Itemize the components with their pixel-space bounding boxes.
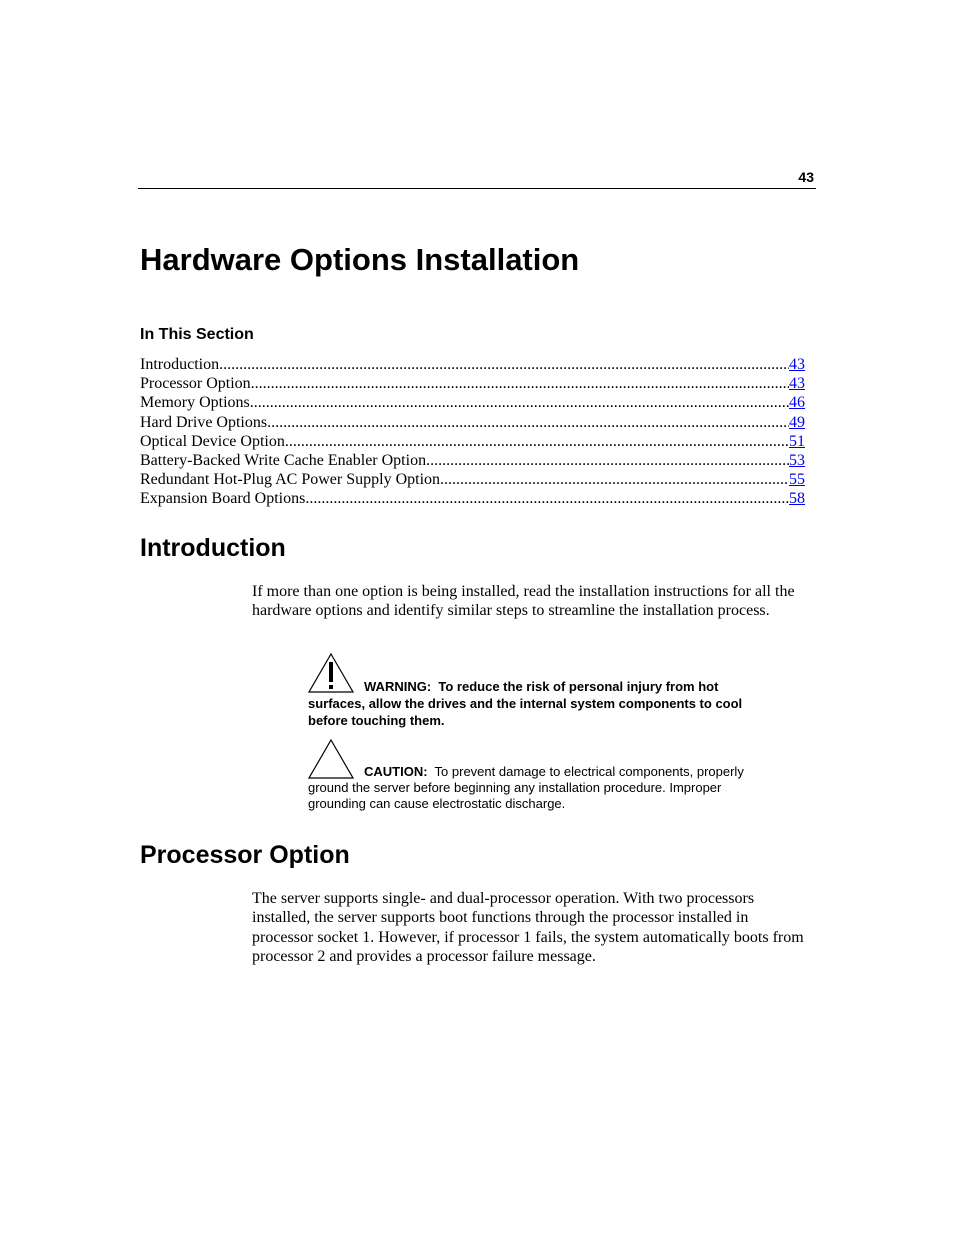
processor-option-heading: Processor Option — [140, 841, 350, 869]
table-of-contents — [140, 355, 805, 509]
caution-label: CAUTION: — [364, 764, 428, 779]
toc-page-link[interactable]: 43 — [789, 375, 805, 393]
toc-leader-dots — [440, 470, 789, 489]
toc-entry[interactable] — [140, 413, 805, 432]
toc-page-link[interactable]: 43 — [789, 356, 805, 373]
toc-entry[interactable] — [140, 470, 805, 489]
page-number: 43 — [798, 169, 814, 185]
toc-leader-dots — [250, 393, 789, 412]
toc-page-link[interactable]: 49 — [789, 413, 805, 431]
toc-leader-dots — [219, 355, 789, 374]
toc-leader-dots — [251, 374, 789, 393]
caution-triangle-icon — [308, 739, 354, 779]
chapter-title: Hardware Options Installation — [140, 242, 580, 277]
toc-page-link[interactable]: 55 — [789, 471, 805, 489]
toc-entry[interactable] — [140, 489, 805, 508]
toc-leader-dots — [305, 489, 789, 508]
processor-option-paragraph: The server supports single- and dual-processor operation. With two processors installed, the server supports boot functions through the processor installed in processor socket 1. However, if processor 1 fails, the system automatically boots from processor 2 and provides a processor failure message. — [252, 890, 804, 966]
introduction-heading: Introduction — [140, 534, 286, 562]
toc-entry-title: Battery-Backed Write Cache Enabler Option — [140, 451, 427, 469]
warning-notice — [308, 653, 758, 729]
toc-entry-title: Memory Options — [140, 394, 250, 412]
toc-entry[interactable] — [140, 355, 805, 374]
toc-leader-dots — [267, 413, 789, 432]
warning-label: WARNING: — [364, 679, 432, 694]
toc-page-link[interactable]: 53 — [789, 451, 805, 469]
caution-notice — [308, 739, 758, 812]
toc-entry-title: Introduction — [140, 356, 220, 373]
toc-page-link[interactable]: 46 — [789, 394, 805, 412]
toc-entry-title: Optical Device Option — [140, 432, 285, 450]
toc-page-link[interactable]: 51 — [789, 432, 805, 450]
toc-page-link[interactable]: 58 — [789, 490, 805, 508]
toc-entry-title: Hard Drive Options — [140, 413, 268, 431]
toc-entry-title: Redundant Hot-Plug AC Power Supply Option — [140, 471, 441, 489]
toc-entry-title: Processor Option — [140, 375, 251, 393]
toc-entry[interactable] — [140, 432, 805, 451]
introduction-paragraph: If more than one option is being installed, read the installation instructions for all the hardware options and identify similar steps to streamline the installation process. — [252, 583, 795, 620]
caution-text: To prevent damage to electrical components, properly ground the server before beginning any installation procedure. Improper grounding can cause electrostatic discharge. — [308, 764, 744, 811]
toc-entry[interactable] — [140, 451, 805, 470]
toc-leader-dots — [426, 451, 789, 470]
warning-text: To reduce the risk of personal injury from hot surfaces, allow the drives and the internal system components to cool before touching them. — [308, 679, 743, 728]
toc-entry[interactable] — [140, 374, 805, 393]
toc-entry-title: Expansion Board Options — [140, 490, 306, 508]
warning-exclamation-icon — [308, 653, 354, 693]
in-this-section-label: In This Section — [140, 326, 254, 343]
toc-leader-dots — [285, 432, 789, 451]
toc-entry[interactable] — [140, 393, 805, 412]
header-rule — [138, 188, 816, 189]
